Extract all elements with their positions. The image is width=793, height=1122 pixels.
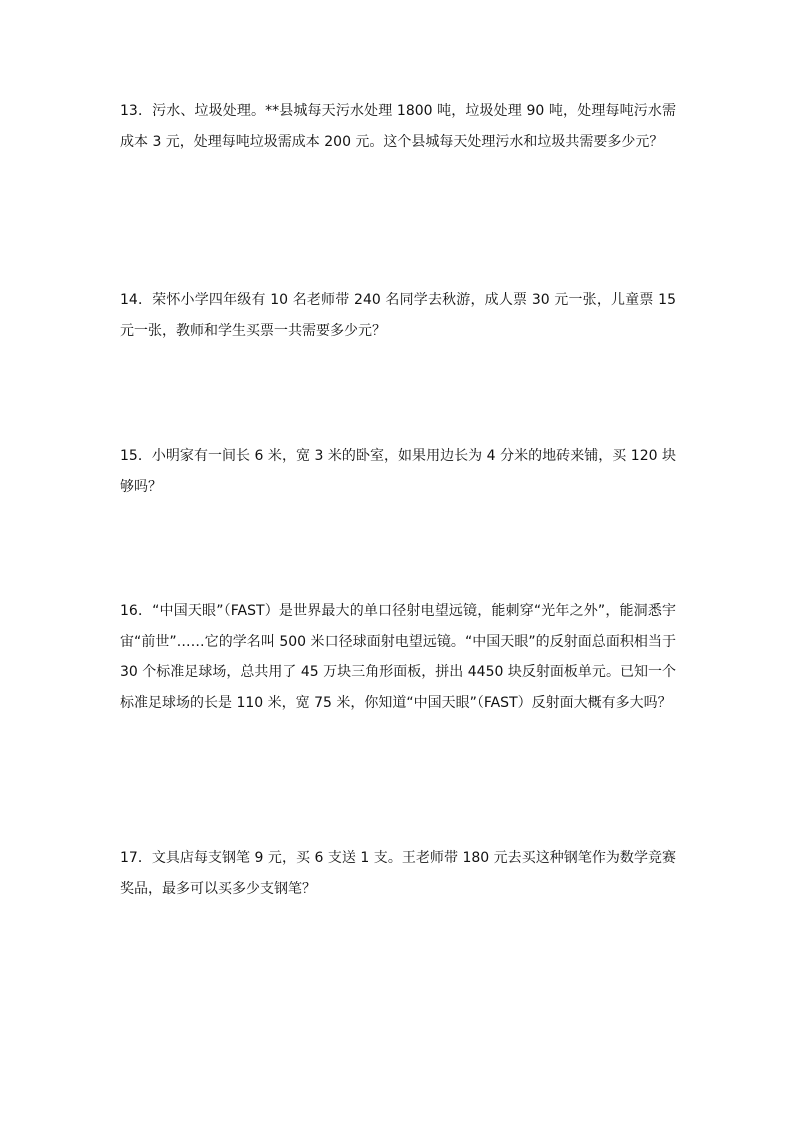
problem-16: 16．“中国天眼”（FAST）是世界最大的单口径射电望远镜，能刺穿“光年之外”，能洞悉宇宙“前世”……它的学名叫 500 米口径球面射电望远镜。“中国天眼”的反射面总面积相当于 30 个标准足球场，总共用了 45 万块三角形面板，拼出 4450 块反射面板单元。已知一个标准足球场的长是 110 米，宽 75 米，你知道“中国天眼”（FAST）反射面大概有多大吗？ <box>120 603 676 711</box>
problem-15: 15．小明家有一间长 6 米，宽 3 米的卧室，如果用边长为 4 分米的地砖来铺，买 120 块够吗？ <box>120 448 676 495</box>
problem-14: 14．荣怀小学四年级有 10 名老师带 240 名同学去秋游，成人票 30 元一张，儿童票 15 元一张，教师和学生买票一共需要多少元？ <box>120 292 676 339</box>
problem-17: 17．文具店每支钢笔 9 元，买 6 支送 1 支。王老师带 180 元去买这种钢笔作为数学竞赛奖品，最多可以买多少支钢笔？ <box>120 850 676 897</box>
problem-13: 13．污水、垃圾处理。**县城每天污水处理 1800 吨，垃圾处理 90 吨，处理每吨污水需成本 3 元，处理每吨垃圾需成本 200 元。这个县城每天处理污水和垃圾共需要多少元？ <box>120 103 676 150</box>
